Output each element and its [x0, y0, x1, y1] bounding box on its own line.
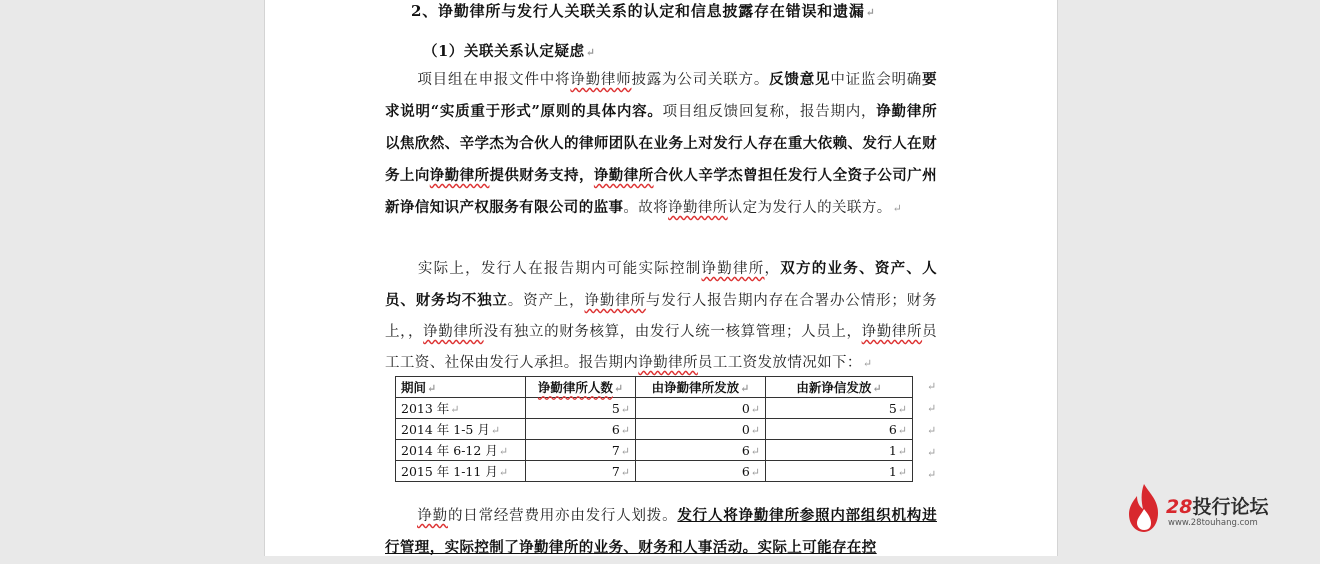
table-cell: 2013 年↵: [396, 398, 526, 419]
table-cell: 6↵: [636, 461, 766, 482]
table-cell: 5↵: [526, 398, 636, 419]
document-page: [264, 0, 1058, 556]
paragraph-actual-control: 实际上，发行人在报告期内可能实际控制诤勤律所，双方的业务、资产、人员、财务均不独立。资产上，诤勤律所与发行人报告期内存在合署办公情形；财务上，，诤勤律所没有独立的财务核算，由发行人统一核算管理；人员上，诤勤律所员工工资、社保由发行人承担。报告期内诤勤律所员工工资发放情况如下：↵: [385, 260, 938, 371]
table-row: [396, 419, 913, 440]
table-cell: 1↵: [766, 440, 913, 461]
row-end-mark: ↵: [927, 380, 937, 393]
subsection-heading: （1）关联关系认定疑虑↵: [423, 43, 596, 60]
row-end-mark: ↵: [927, 402, 937, 415]
table-cell: 1↵: [766, 461, 913, 482]
table-cell: 0↵: [636, 398, 766, 419]
table-cell: 7↵: [526, 461, 636, 482]
forum-logo: [1126, 480, 1306, 536]
table-cell: 2014 年 1-5 月↵: [396, 419, 526, 440]
table-header-row: [396, 377, 913, 398]
table-row: [396, 398, 913, 419]
table-row: [396, 461, 913, 482]
table-cell: 6↵: [636, 440, 766, 461]
table-header-cell: 由新诤信发放↵: [766, 377, 913, 398]
paragraph-management: 诤勤的日常经营费用亦由发行人划拨。发行人将诤勤律所参照内部组织机构进行管理，实际控制了诤勤律所的业务、财务和人事活动。实际上可能存在控: [385, 507, 937, 556]
table-cell: 5↵: [766, 398, 913, 419]
table-cell: 2014 年 6-12 月↵: [396, 440, 526, 461]
table-cell: 6↵: [526, 419, 636, 440]
table-row: [396, 440, 913, 461]
paragraph-related-party: 项目组在申报文件中将诤勤律师披露为公司关联方。反馈意见中证监会明确要求说明“实质重于形式”原则的具体内容。项目组反馈回复称，报告期内，诤勤律所以焦欣然、辛学杰为合伙人的律师团队在业务上对发行人存在重大依赖、发行人在财务上向诤勤律所提供财务支持，诤勤律所合伙人辛学杰曾担任发行人全资子公司广州新诤信知识产权服务有限公司的监事。故将诤勤律所认定为发行人的关联方。↵: [385, 71, 938, 216]
logo-title: 28投行论坛: [1166, 496, 1269, 518]
row-end-mark: ↵: [927, 468, 937, 481]
row-end-mark: ↵: [927, 446, 937, 459]
table-cell: 7↵: [526, 440, 636, 461]
table-header-cell: 诤勤律所人数↵: [526, 377, 636, 398]
table-cell: 6↵: [766, 419, 913, 440]
flame-icon: [1126, 482, 1162, 534]
row-end-mark: ↵: [927, 424, 937, 437]
table-cell: 0↵: [636, 419, 766, 440]
table-header-cell: 期间↵: [396, 377, 526, 398]
table-cell: 2015 年 1-11 月↵: [396, 461, 526, 482]
section-heading: 2、诤勤律所与发行人关联关系的认定和信息披露存在错误和遗漏↵: [411, 2, 876, 20]
table-header-cell: 由诤勤律所发放↵: [636, 377, 766, 398]
salary-table: [395, 376, 913, 482]
logo-url: www.28touhang.com: [1168, 518, 1258, 528]
